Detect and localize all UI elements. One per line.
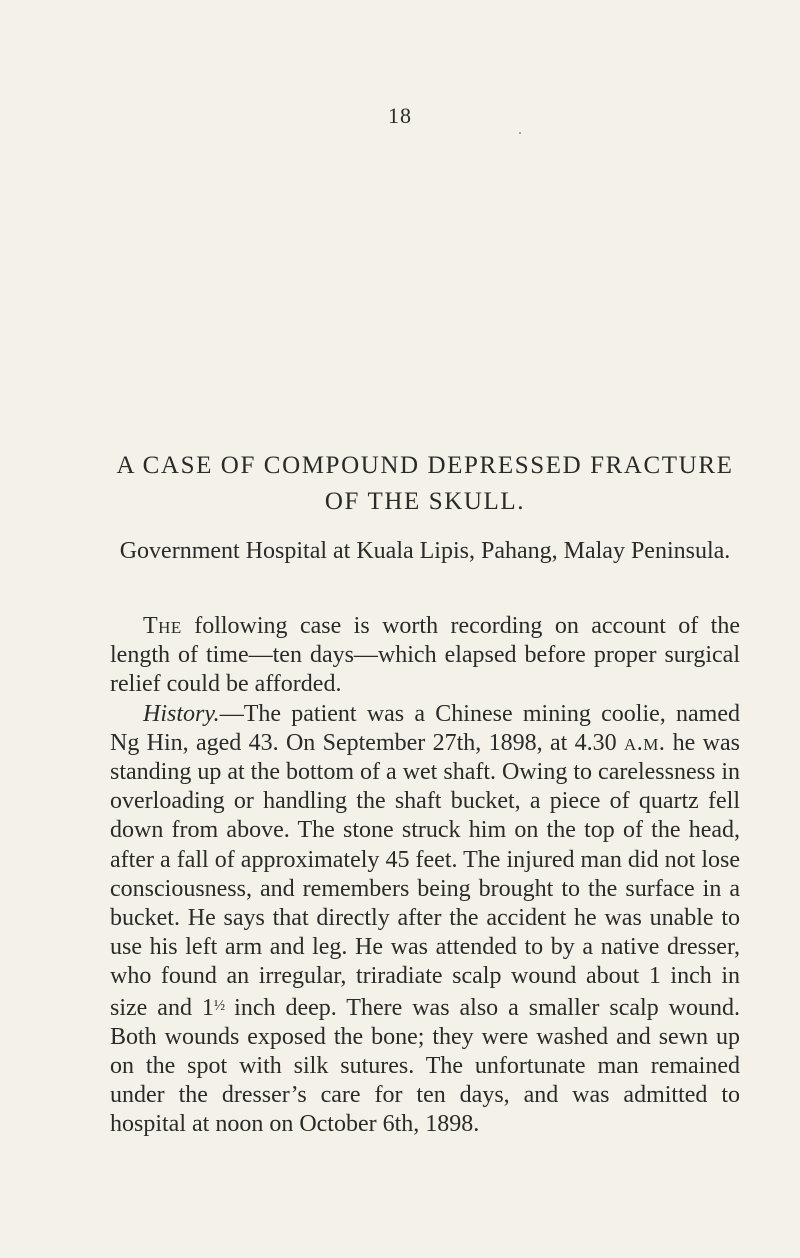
history-text-part-1: —The patient was a Chinese mining coolie, named Ng Hin, aged 43. On September 27th, 1898, at 4.30 xyxy=(110,700,740,756)
page-number: 18 xyxy=(388,103,412,128)
history-heading: History. xyxy=(143,700,220,727)
paragraph-lead-word: The xyxy=(143,613,182,639)
paragraph-intro-text: following case is worth recording on account of the length of time—ten days—which elapsed before proper surgical relief could be afforded. xyxy=(110,613,740,698)
paragraph-history xyxy=(110,700,740,1140)
fraction-half: ½ xyxy=(213,997,225,1014)
history-text-part-3: inch deep. There was also a smaller scalp wound. Both wounds exposed the bone; they were washed and sewn up on the spot with silk sutures. The unfortunate man remained under the dresser’s care for ten days, and was admitted to hospital at noon on October 6th, 1898. xyxy=(110,994,740,1138)
paragraph-intro xyxy=(110,612,740,700)
article-subtitle: Government Hospital at Kuala Lipis, Pahang, Malay Peninsula. xyxy=(119,538,731,564)
history-text-part-2: he was standing up at the bottom of a wet shaft. Owing to carelessness in overloading or handling the shaft bucket, a piece of quartz fell down from above. The stone struck him on the top of the head, after a fall of approximately 45 feet. The injured man did not lose consciousness, and remembers being brought to the surface in a bucket. He says that directly after the accident he was unable to use his left arm and leg. He was attended to by a native dresser, who found an irregular, triradiate scalp wound about 1 inch in size and 1 xyxy=(110,729,740,1021)
article-body xyxy=(110,612,740,1140)
time-abbreviation: a.m. xyxy=(623,729,666,756)
print-speck xyxy=(519,132,521,134)
article-title: A CASE OF COMPOUND DEPRESSED FRACTURE OF THE SKULL. xyxy=(116,452,734,515)
